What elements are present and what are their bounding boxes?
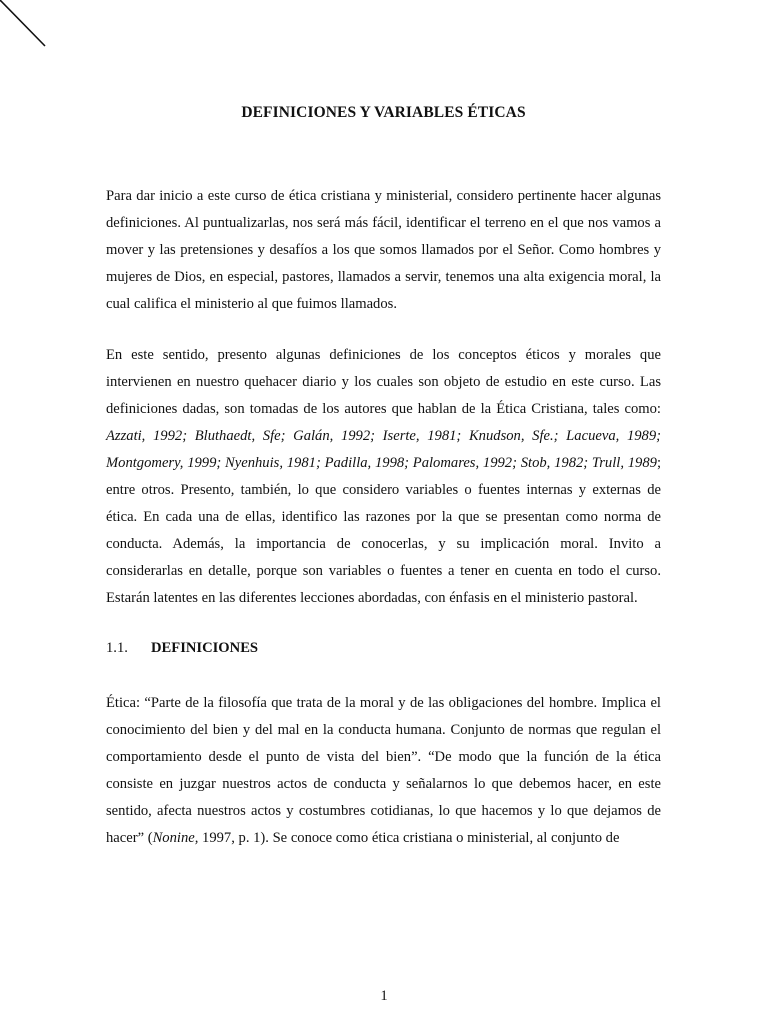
- page-number: 1: [380, 988, 388, 1004]
- paragraph-introduction: Para dar inicio a este curso de ética cristiana y ministerial, considero pertinente hacer algunas definiciones. Al puntualizarlas, nos será más fácil, identificar el terreno en el que nos vamos a mover y las pretensiones y desafíos a los que somos llamados por el Señor. Como hombres y mujeres de Dios, en especial, pastores, llamados a servir, tenemos una alta exigencia moral, la cual califica el ministerio al que fuimos llamados.: [106, 188, 661, 312]
- section-number: 1.1.: [106, 640, 128, 656]
- paragraph-ethics-definition: [106, 690, 661, 852]
- section-title: DEFINICIONES: [151, 640, 259, 656]
- paragraph-2-citations: Azzati, 1992; Bluthaedt, Sfe; Galán, 1992; Iserte, 1981; Knudson, Sfe.; Lacueva, 1989; Montgomery, 1999; Nyenhuis, 1981; Padilla, 1998; Palomares, 1992; Stob, 1982; Trull, 1989: [106, 428, 661, 471]
- paragraph-2-intro: En este sentido, presento algunas definiciones de los conceptos éticos y morales que intervienen en nuestro quehacer diario y los cuales son objeto de estudio en este curso. Las definiciones dadas, son tomadas de los autores que hablan de la Ética Cristiana, tales como:: [106, 347, 661, 417]
- document-title: DEFINICIONES Y VARIABLES ÉTICAS: [241, 104, 526, 121]
- paragraph-2-rest: ; entre otros. Presento, también, lo que considero variables o fuentes internas y externas de ética. En cada una de ellas, identifico las razones por la que se presentan como norma de conducta. Además, la importancia de conocerlas, y su implicación moral. Invito a considerarlas en detalle, porque son variables o fuentes a tener en cuenta en todo el curso. Estarán latentes en las diferentes lecciones abordadas, con énfasis en el ministerio pastoral.: [106, 455, 661, 606]
- paragraph-3-author: Nonine,: [152, 830, 199, 846]
- section-heading: [106, 636, 258, 660]
- corner-line-icon: [0, 0, 48, 48]
- paragraph-3-before: Ética: “Parte de la filosofía que trata de la moral y de las obligaciones del hombre. Implica el conocimiento del bien y del mal en la conducta humana. Conjunto de normas que regulan el comportamiento desde el punto de vista del bien”. “De modo que la función de la ética consiste en juzgar nuestros actos de conducta y señalarnos lo que debemos hacer, en este sentido, afecta nuestros actos y costumbres cotidianas, lo que hacemos y lo que dejamos de hacer” (: [106, 695, 661, 846]
- paragraph-3-after: 1997, p. 1). Se conoce como ética cristiana o ministerial, al conjunto de: [198, 830, 620, 846]
- paragraph-definitions-sources: [106, 342, 661, 612]
